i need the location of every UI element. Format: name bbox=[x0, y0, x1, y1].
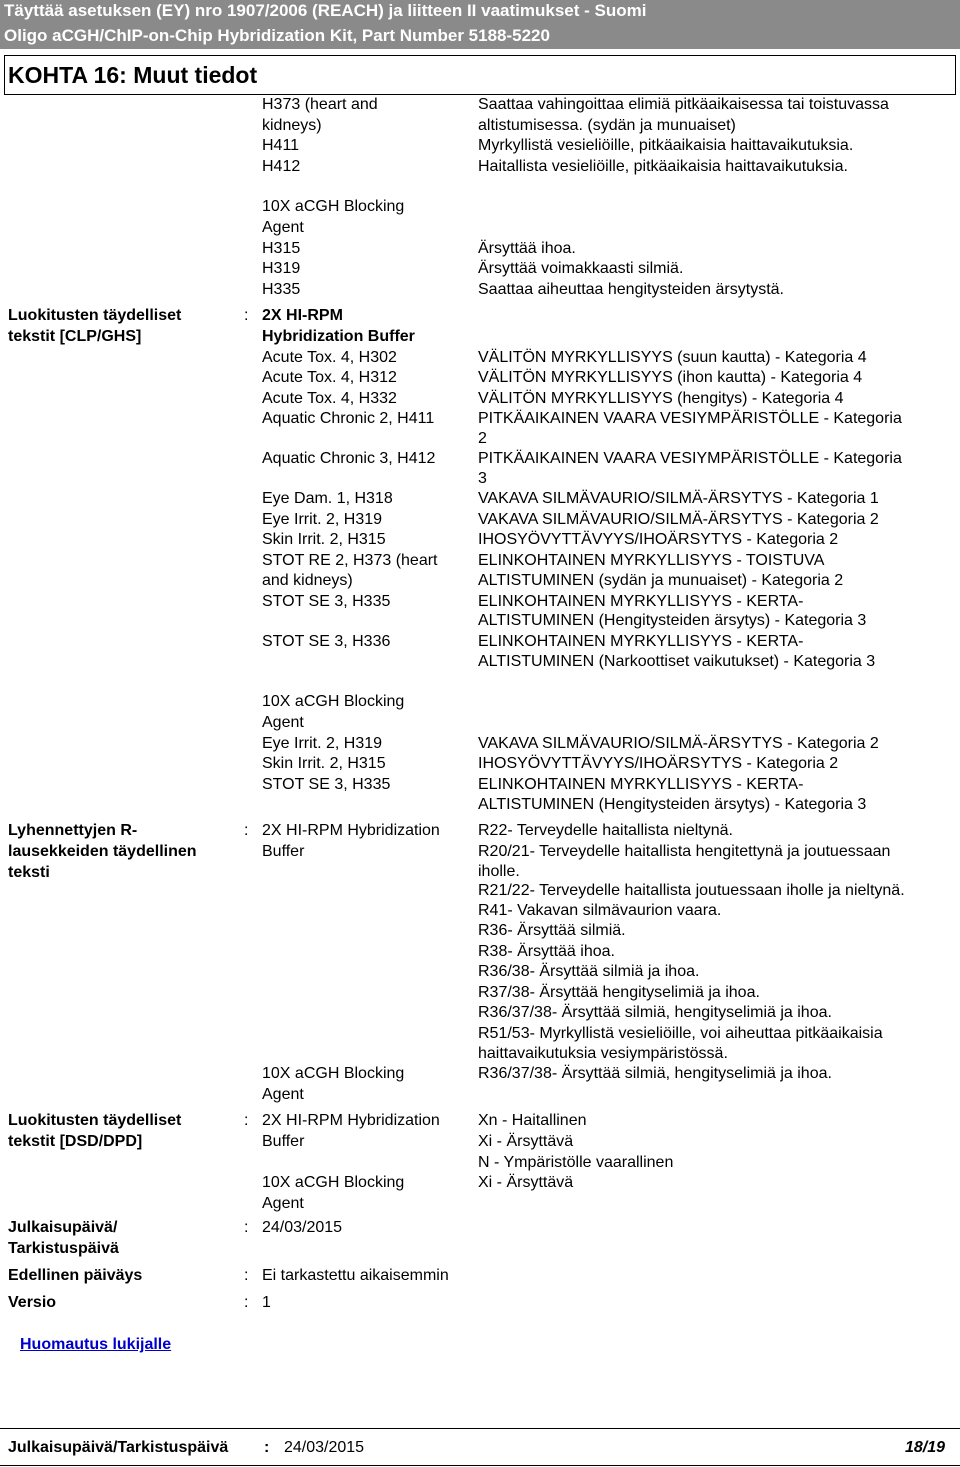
line-hazard-text: PITKÄAIKAINEN VAARA VESIYMPÄRISTÖLLE - Kategoria bbox=[478, 450, 902, 467]
issue-date-label-line2: Tarkistuspäivä bbox=[8, 1240, 119, 1257]
version-label: Versio bbox=[8, 1294, 57, 1311]
line-hazard-text: Saattaa vahingoittaa elimiä pitkäaikaisessa tai toistuvassa bbox=[478, 96, 889, 113]
line-hazard-text: VÄLITÖN MYRKYLLISYYS (ihon kautta) - Kategoria 4 bbox=[478, 369, 863, 386]
line-hazard-text: PITKÄAIKAINEN VAARA VESIYMPÄRISTÖLLE - Kategoria bbox=[478, 410, 902, 427]
line-hazard-text: R36- Ärsyttää silmiä. bbox=[478, 922, 626, 939]
notice-link[interactable]: Huomautus lukijalle bbox=[20, 1336, 172, 1353]
line-hazard-text: Myrkyllistä vesieliöille, pitkäaikaisia haittavaikutuksia. bbox=[478, 137, 854, 154]
line-hazard-text: altistumisessa. (sydän ja munuaiset) bbox=[478, 117, 736, 134]
line-substance-text: Buffer bbox=[262, 843, 305, 860]
footer-colon: : bbox=[264, 1439, 270, 1456]
line-substance-text: 2X HI-RPM Hybridization bbox=[262, 1112, 440, 1129]
line-hazard-text: VAKAVA SILMÄVAURIO/SILMÄ-ÄRSYTYS - Kategoria 1 bbox=[478, 490, 879, 507]
line-substance-text: and kidneys) bbox=[262, 572, 353, 589]
line-hazard-text: IHOSYÖVYTTÄVYYS/IHOÄRSYTYS - Kategoria 2 bbox=[478, 755, 839, 772]
line-substance-text: STOT SE 3, H335 bbox=[262, 593, 391, 610]
line-hazard-text: ELINKOHTAINEN MYRKYLLISYYS - KERTA- bbox=[478, 593, 804, 610]
line-hazard-text: IHOSYÖVYTTÄVYYS/IHOÄRSYTYS - Kategoria 2 bbox=[478, 531, 839, 548]
line-substance-text: H373 (heart and bbox=[262, 96, 378, 113]
line-hazard-text: VÄLITÖN MYRKYLLISYYS (suun kautta) - Kategoria 4 bbox=[478, 349, 867, 366]
line-substance-text: kidneys) bbox=[262, 117, 322, 134]
line-substance-text: 24/03/2015 bbox=[262, 1219, 343, 1236]
line-hazard-text: R36/38- Ärsyttää silmiä ja ihoa. bbox=[478, 963, 700, 980]
line-hazard-text: ALTISTUMINEN (Hengitysteiden ärsytys) - Kategoria 3 bbox=[478, 612, 867, 629]
issue-date-label-line1: Julkaisupäivä/ bbox=[8, 1219, 118, 1236]
line-substance-text: Hybridization Buffer bbox=[262, 328, 415, 345]
line-hazard-text: ELINKOHTAINEN MYRKYLLISYYS - KERTA- bbox=[478, 776, 804, 793]
line-hazard-text: VAKAVA SILMÄVAURIO/SILMÄ-ÄRSYTYS - Kategoria 2 bbox=[478, 735, 879, 752]
line-substance-text: H319 bbox=[262, 260, 301, 277]
line-hazard-text: R36/37/38- Ärsyttää silmiä, hengityselimiä ja ihoa. bbox=[478, 1065, 832, 1082]
line-substance-text: Aquatic Chronic 3, H412 bbox=[262, 450, 436, 467]
line-substance-text: Eye Dam. 1, H318 bbox=[262, 490, 393, 507]
line-substance-text: Buffer bbox=[262, 1133, 305, 1150]
line-substance-text: Agent bbox=[262, 1086, 304, 1103]
line-substance-text: 10X aCGH Blocking bbox=[262, 1065, 405, 1082]
dsd-label-line1: Luokitusten täydelliset bbox=[8, 1112, 182, 1129]
line-substance-text: 10X aCGH Blocking bbox=[262, 693, 405, 710]
footer-date-label: Julkaisupäivä/Tarkistuspäivä bbox=[8, 1439, 229, 1456]
line-substance-text: H335 bbox=[262, 281, 301, 298]
line-hazard-text: R36/37/38- Ärsyttää silmiä, hengityselimiä ja ihoa. bbox=[478, 1004, 832, 1021]
clp-label-line2: tekstit [CLP/GHS] bbox=[8, 328, 142, 345]
line-substance-text: Acute Tox. 4, H302 bbox=[262, 349, 397, 366]
line-substance-text: Agent bbox=[262, 1195, 304, 1212]
line-hazard-text: R41- Vakavan silmävaurion vaara. bbox=[478, 902, 722, 919]
line-hazard-text: R21/22- Terveydelle haitallista joutuessaan iholle ja nieltynä. bbox=[478, 882, 905, 899]
product-header: Oligo aCGH/ChIP-on-Chip Hybridization Kit, Part Number 5188-5220 bbox=[0, 22, 960, 49]
issue-date-colon: : bbox=[244, 1219, 249, 1236]
version-colon: : bbox=[244, 1294, 249, 1311]
r-phrases-label-line2: lausekkeiden täydellinen bbox=[8, 843, 197, 860]
line-substance-text: H315 bbox=[262, 240, 301, 257]
line-hazard-text: Ärsyttää ihoa. bbox=[478, 240, 576, 257]
line-hazard-text: Xi - Ärsyttävä bbox=[478, 1133, 574, 1150]
line-substance-text: STOT RE 2, H373 (heart bbox=[262, 552, 438, 569]
dsd-label-line2: tekstit [DSD/DPD] bbox=[8, 1133, 143, 1150]
line-substance-text: Eye Irrit. 2, H319 bbox=[262, 735, 383, 752]
line-substance-text: 1 bbox=[262, 1294, 271, 1311]
line-hazard-text: R51/53- Myrkyllistä vesieliöille, voi aiheuttaa pitkäaikaisia bbox=[478, 1025, 883, 1042]
line-hazard-text: N - Ympäristölle vaarallinen bbox=[478, 1154, 674, 1171]
line-substance-text: Skin Irrit. 2, H315 bbox=[262, 531, 386, 548]
previous-date-label: Edellinen päiväys bbox=[8, 1267, 143, 1284]
line-substance-text: Eye Irrit. 2, H319 bbox=[262, 511, 383, 528]
page-footer bbox=[0, 1428, 960, 1466]
line-substance-text: STOT SE 3, H336 bbox=[262, 633, 391, 650]
regulation-header: Täyttää asetuksen (EY) nro 1907/2006 (REACH) ja liitteen II vaatimukset - Suomi bbox=[0, 0, 960, 22]
section-title: KOHTA 16: Muut tiedot bbox=[4, 55, 956, 95]
dsd-colon: : bbox=[244, 1112, 249, 1129]
line-substance-text: Acute Tox. 4, H312 bbox=[262, 369, 397, 386]
line-hazard-text: Xn - Haitallinen bbox=[478, 1112, 587, 1129]
line-substance-text: Agent bbox=[262, 219, 304, 236]
line-substance-text: Aquatic Chronic 2, H411 bbox=[262, 410, 435, 427]
line-hazard-text: iholle. bbox=[478, 863, 520, 880]
r-phrases-colon: : bbox=[244, 822, 249, 839]
line-hazard-text: 2 bbox=[478, 430, 487, 447]
footer-date: 24/03/2015 bbox=[284, 1439, 365, 1456]
line-hazard-text: Haitallista vesieliöille, pitkäaikaisia haittavaikutuksia. bbox=[478, 158, 848, 175]
line-substance-text: 10X aCGH Blocking bbox=[262, 198, 405, 215]
previous-date-colon: : bbox=[244, 1267, 249, 1284]
line-hazard-text: ALTISTUMINEN (Hengitysteiden ärsytys) - Kategoria 3 bbox=[478, 796, 867, 813]
line-substance-text: 2X HI-RPM Hybridization bbox=[262, 822, 440, 839]
r-phrases-label-line3: teksti bbox=[8, 864, 50, 881]
clp-colon: : bbox=[244, 307, 249, 324]
line-hazard-text: Xi - Ärsyttävä bbox=[478, 1174, 574, 1191]
line-hazard-text: ELINKOHTAINEN MYRKYLLISYYS - TOISTUVA bbox=[478, 552, 825, 569]
line-hazard-text: VAKAVA SILMÄVAURIO/SILMÄ-ÄRSYTYS - Kategoria 2 bbox=[478, 511, 879, 528]
line-hazard-text: Saattaa aiheuttaa hengitysteiden ärsytystä. bbox=[478, 281, 784, 298]
line-substance-text: 2X HI-RPM bbox=[262, 307, 343, 324]
line-substance-text: 10X aCGH Blocking bbox=[262, 1174, 405, 1191]
page-number: 18/19 bbox=[905, 1439, 946, 1456]
r-phrases-label-line1: Lyhennettyjen R- bbox=[8, 822, 138, 839]
clp-label-line1: Luokitusten täydelliset bbox=[8, 307, 182, 324]
line-hazard-text: ALTISTUMINEN (sydän ja munuaiset) - Kategoria 2 bbox=[478, 572, 844, 589]
line-substance-text: H412 bbox=[262, 158, 301, 175]
line-hazard-text: R38- Ärsyttää ihoa. bbox=[478, 943, 615, 960]
line-hazard-text: VÄLITÖN MYRKYLLISYYS (hengitys) - Kategoria 4 bbox=[478, 390, 844, 407]
line-substance-text: Agent bbox=[262, 714, 304, 731]
line-hazard-text: R20/21- Terveydelle haitallista hengitettynä ja joutuessaan bbox=[478, 843, 891, 860]
line-hazard-text: R22- Terveydelle haitallista nieltynä. bbox=[478, 822, 733, 839]
line-hazard-text: ALTISTUMINEN (Narkoottiset vaikutukset) - Kategoria 3 bbox=[478, 653, 876, 670]
line-hazard-text: ELINKOHTAINEN MYRKYLLISYYS - KERTA- bbox=[478, 633, 804, 650]
line-substance-text: STOT SE 3, H335 bbox=[262, 776, 391, 793]
line-substance-text: H411 bbox=[262, 137, 300, 154]
line-hazard-text: Ärsyttää voimakkaasti silmiä. bbox=[478, 260, 684, 277]
line-substance-text: Acute Tox. 4, H332 bbox=[262, 390, 397, 407]
line-substance-text: Skin Irrit. 2, H315 bbox=[262, 755, 386, 772]
line-hazard-text: haittavaikutuksia vesiympäristössä. bbox=[478, 1045, 728, 1062]
line-substance-text: Ei tarkastettu aikaisemmin bbox=[262, 1267, 449, 1284]
line-hazard-text: 3 bbox=[478, 470, 487, 487]
line-hazard-text: R37/38- Ärsyttää hengityselimiä ja ihoa. bbox=[478, 984, 760, 1001]
